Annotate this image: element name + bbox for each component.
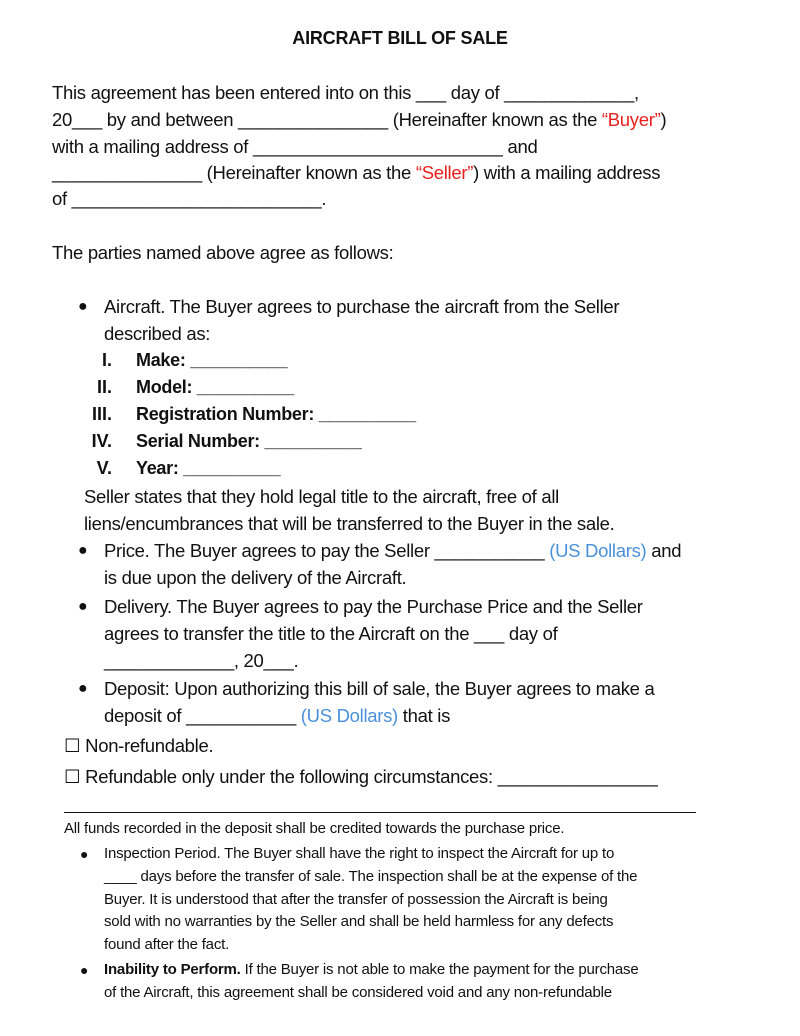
title-statement-2: liens/encumbrances that will be transferred to the Buyer in the sale. bbox=[84, 513, 615, 534]
inspection-line: Inspection Period. The Buyer shall have the right to inspect the Aircraft for up to bbox=[104, 845, 615, 862]
aircraft-line-1: Aircraft. The Buyer agrees to purchase the aircraft from the Seller bbox=[104, 296, 620, 317]
registration-number-field: Registration Number: __________ bbox=[136, 404, 416, 424]
deposit-text-end: that is bbox=[397, 705, 451, 726]
item-numeral: V. bbox=[96, 458, 112, 478]
deposit-line-1: Deposit: Upon authorizing this bill of sale, the Buyer agrees to make a bbox=[104, 678, 655, 699]
deposit-line-2 bbox=[104, 705, 450, 727]
blank-line-rule bbox=[64, 812, 696, 813]
price-text: Price. The Buyer agrees to pay the Seller ___________ bbox=[104, 540, 550, 561]
intro-line-2 bbox=[52, 109, 666, 131]
intro-line-4-pre: _______________ (Hereinafter known as the bbox=[52, 162, 416, 183]
currency-label: (US Dollars) bbox=[549, 540, 647, 561]
currency-label: (US Dollars) bbox=[300, 705, 398, 726]
bullet-icon: ● bbox=[78, 298, 88, 315]
funds-note: All funds recorded in the deposit shall be credited towards the purchase price. bbox=[64, 820, 565, 837]
bullet-icon: ● bbox=[78, 542, 88, 559]
intro-line-1: This agreement has been entered into on this ___ day of _____________, bbox=[52, 82, 639, 103]
title-statement-1: Seller states that they hold legal title to the aircraft, free of all bbox=[84, 486, 559, 507]
delivery-line-2: agrees to transfer the title to the Aircraft on the ___ day of bbox=[104, 623, 558, 644]
nonrefundable-label: Non-refundable. bbox=[85, 735, 214, 756]
inspection-line: ____ days before the transfer of sale. The inspection shall be at the expense of the bbox=[104, 868, 638, 885]
inability-text: If the Buyer is not able to make the payment for the purchase bbox=[240, 961, 639, 978]
aircraft-line-2: described as: bbox=[104, 323, 211, 344]
inspection-line: found after the fact. bbox=[104, 936, 230, 953]
intro-line-2-pre: 20___ by and between _______________ (Hereinafter known as the bbox=[52, 109, 602, 130]
bullet-icon: ● bbox=[80, 846, 89, 862]
refundable-option bbox=[64, 766, 657, 788]
intro-line-4 bbox=[52, 162, 660, 184]
year-field: Year: __________ bbox=[136, 458, 281, 478]
document-title: AIRCRAFT BILL OF SALE bbox=[292, 28, 508, 48]
intro-line-3: with a mailing address of _________________________ and bbox=[52, 136, 538, 157]
seller-label: “Seller” bbox=[415, 162, 474, 183]
inability-line-1 bbox=[104, 961, 639, 978]
delivery-line-1: Delivery. The Buyer agrees to pay the Purchase Price and the Seller bbox=[104, 596, 643, 617]
parties-statement: The parties named above agree as follows: bbox=[52, 242, 394, 263]
item-numeral: I. bbox=[101, 350, 112, 370]
inspection-line: sold with no warranties by the Seller and shall be held harmless for any defects bbox=[104, 913, 614, 930]
serial-number-field: Serial Number: __________ bbox=[136, 431, 362, 451]
item-numeral: II. bbox=[96, 377, 112, 397]
nonrefundable-option bbox=[64, 735, 213, 757]
bullet-icon: ● bbox=[78, 680, 88, 697]
buyer-label: “Buyer” bbox=[601, 109, 661, 130]
model-field: Model: __________ bbox=[136, 377, 294, 397]
deposit-text: deposit of ___________ bbox=[104, 705, 301, 726]
intro-line-4-post: ) with a mailing address bbox=[473, 162, 661, 183]
checkbox-icon[interactable]: ☐ bbox=[64, 735, 81, 756]
delivery-line-3: _____________, 20___. bbox=[104, 650, 299, 671]
inability-line-2: of the Aircraft, this agreement shall be considered void and any non-refundable bbox=[104, 984, 612, 1001]
price-line-2: is due upon the delivery of the Aircraft. bbox=[104, 567, 407, 588]
item-numeral: III. bbox=[91, 404, 112, 424]
checkbox-icon[interactable]: ☐ bbox=[64, 766, 81, 787]
inspection-line: Buyer. It is understood that after the transfer of possession the Aircraft is being bbox=[104, 891, 608, 908]
intro-line-5: of _________________________. bbox=[52, 188, 327, 209]
inability-heading: Inability to Perform. bbox=[104, 961, 241, 978]
price-text-end: and bbox=[646, 540, 682, 561]
refundable-label: Refundable only under the following circumstances: ________________ bbox=[85, 766, 658, 787]
price-line-1 bbox=[104, 540, 681, 562]
intro-line-2-post: ) bbox=[660, 109, 667, 130]
bullet-icon: ● bbox=[80, 962, 89, 978]
item-numeral: IV. bbox=[91, 431, 112, 451]
make-field: Make: __________ bbox=[136, 350, 288, 370]
bullet-icon: ● bbox=[78, 598, 88, 615]
